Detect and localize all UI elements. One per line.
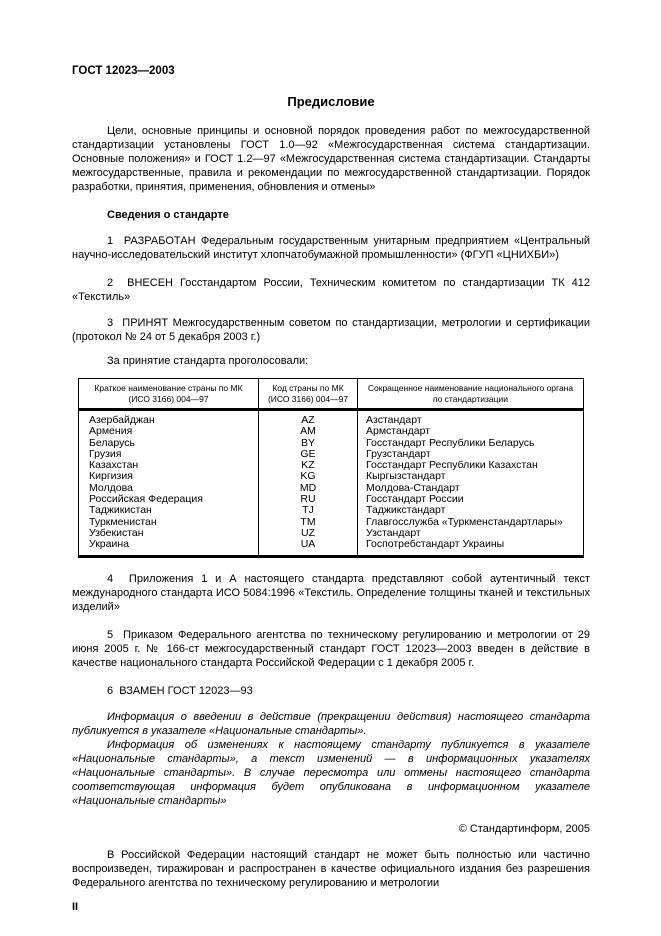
clause-1: 1 РАЗРАБОТАН Федеральным государственным унитарным предприятием «Центральный научно-исследовательский институт хлопчатобумажной промышленности» (ФГУП «ЦНИХБИ»): [72, 235, 590, 261]
note-changes: Информация об изменениях к настоящему стандарту публикуется в указателе «Национальные стандарты», а текст изменений — в информационных указателях «Национальные стандарты». В случае пересмотра или отмены настоящего стандарта соответствующая информация будет опубликована в информационном указателе «Национальные стандарты»: [72, 738, 590, 807]
org-cell: Азстандарт: [358, 410, 584, 427]
table-header-code: Код страны по МК (ИСО 3166) 004—97: [259, 379, 358, 410]
code-cell: MD: [259, 483, 358, 494]
org-cell: Кыргызстандарт: [358, 471, 584, 482]
org-cell: Армстандарт: [358, 426, 584, 437]
org-cell: Госстандарт Республики Беларусь: [358, 438, 584, 449]
table-row: [79, 438, 584, 449]
country-cell: Украина: [79, 539, 259, 556]
table-row: [79, 494, 584, 505]
code-cell: GE: [259, 449, 358, 460]
code-cell: KZ: [259, 460, 358, 471]
org-cell: Таджикстандарт: [358, 505, 584, 516]
clause-4: 4 Приложения 1 и А настоящего стандарта представляют собой аутентичный текст международного стандарта ИСО 5084:1996 «Текстиль. Определение толщины тканей и текстильных изделий»: [72, 572, 590, 613]
intro-paragraph: Цели, основные принципы и основной порядок проведения работ по межгосударственной стандартизации установлены ГОСТ 1.0—92 «Межгосударственная система стандартизации. Основные положения» и ГОСТ 1.2—97 «Межгосударственная система стандартизации. Стандарты межгосударственные, правила и рекомендации по межгосударственной стандартизации. Порядок разработки, принятия, применения, обновления и отмены»: [72, 125, 590, 193]
country-cell: Узбекистан: [79, 528, 259, 539]
country-cell: Армения: [79, 426, 259, 437]
country-cell: Киргизия: [79, 471, 259, 482]
voting-table: [78, 378, 584, 558]
code-cell: KG: [259, 471, 358, 482]
code-cell: UZ: [259, 528, 358, 539]
table-row: [79, 460, 584, 471]
table-row: [79, 505, 584, 516]
country-cell: Таджикистан: [79, 505, 259, 516]
table-row: [79, 528, 584, 539]
org-cell: Грузстандарт: [358, 449, 584, 460]
vote-line: За принятие стандарта проголосовали:: [107, 355, 309, 367]
page-title: Предисловие: [287, 94, 375, 109]
section-heading: Сведения о стандарте: [107, 209, 229, 221]
table-row: [79, 517, 584, 528]
note-publication: Информация о введении в действие (прекращении действия) настоящего стандарта публикуется в указателе «Национальные стандарты».: [72, 710, 590, 737]
table-header-row: [79, 379, 584, 410]
code-cell: TM: [259, 517, 358, 528]
table-row: [79, 410, 584, 427]
code-cell: AM: [259, 426, 358, 437]
table-header-country: Краткое наименование страны по МК (ИСО 3166) 004—97: [79, 379, 259, 410]
org-cell: Госпотребстандарт Украины: [358, 539, 584, 556]
country-cell: Казахстан: [79, 460, 259, 471]
restriction-paragraph: В Российской Федерации настоящий стандарт не может быть полностью или частично воспроизведен, тиражирован и распространен в качестве официального издания без разрешения Федерального агентства по техническому регулированию и метрологии: [72, 848, 590, 889]
country-cell: Грузия: [79, 449, 259, 460]
doc-code: ГОСТ 12023—2003: [72, 65, 175, 77]
table-row: [79, 471, 584, 482]
country-cell: Российская Федерация: [79, 494, 259, 505]
org-cell: Узстандарт: [358, 528, 584, 539]
org-cell: Госстандарт Республики Казахстан: [358, 460, 584, 471]
table-row: [79, 426, 584, 437]
clause-2: 2 ВНЕСЕН Госстандартом России, Техническим комитетом по стандартизации ТК 412 «Текстиль»: [72, 277, 590, 303]
clause-5: 5 Приказом Федерального агентства по техническому регулированию и метрологии от 29 июня 2005 г. № 166-ст межгосударственный стандарт ГОСТ 12023—2003 введен в действие в качестве национального стандарта Российской Федерации с 1 декабря 2005 г.: [72, 628, 590, 669]
code-cell: UA: [259, 539, 358, 556]
org-cell: Главгосслужба «Туркменстандартлары»: [358, 517, 584, 528]
country-cell: Молдова: [79, 483, 259, 494]
code-cell: RU: [259, 494, 358, 505]
table-row: [79, 539, 584, 556]
clause-6: 6 ВЗАМЕН ГОСТ 12023—93: [107, 684, 253, 697]
org-cell: Молдова-Стандарт: [358, 483, 584, 494]
code-cell: BY: [259, 438, 358, 449]
country-cell: Беларусь: [79, 438, 259, 449]
clause-3: 3 ПРИНЯТ Межгосударственным советом по стандартизации, метрологии и сертификации (протокол № 24 от 5 декабря 2003 г.): [72, 317, 590, 343]
code-cell: TJ: [259, 505, 358, 516]
copyright-line: © Стандартинформ, 2005: [458, 822, 590, 835]
org-cell: Госстандарт России: [358, 494, 584, 505]
country-cell: Азербайджан: [79, 410, 259, 427]
page-number: II: [72, 900, 79, 913]
code-cell: AZ: [259, 410, 358, 427]
table-header-org: Сокращенное наименование национального органа по стандартизации: [358, 379, 584, 410]
country-cell: Туркменистан: [79, 517, 259, 528]
